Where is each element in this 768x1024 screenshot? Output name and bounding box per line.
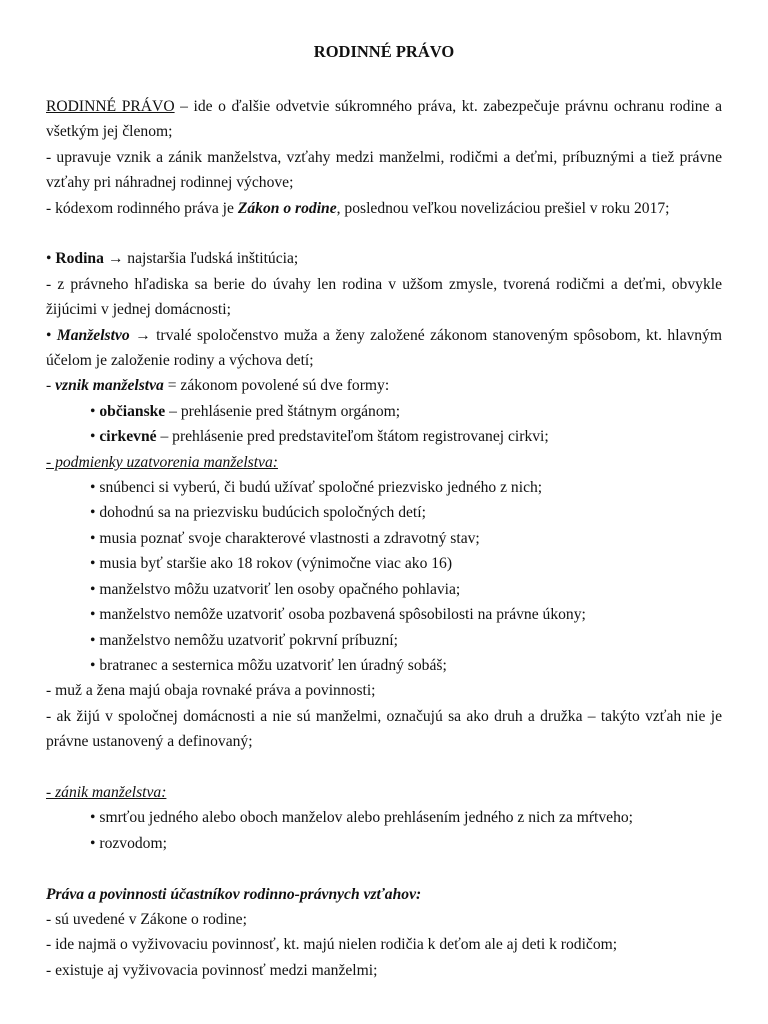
spacer [46,755,722,780]
list-item-text: dohodnú sa na priezvisku budúcich spoločných detí; [99,504,426,522]
list-item-text: musia poznať svoje charakterové vlastnosti a zdravotný stav; [99,529,480,547]
list-item [46,602,722,627]
line-kodex [46,196,722,221]
form-text: – prehlásenie pred štátnym orgánom; [165,402,401,420]
form-term: cirkevné [99,428,157,446]
list-item [46,424,722,449]
form-text: – prehlásenie pred predstaviteľom štátom registrovanej cirkvi; [156,428,549,446]
bullet: • [90,402,96,420]
bullet: • [90,809,96,827]
list-item [46,805,722,830]
list-item-text: musia byť staršie ako 18 rokov (výnimočne viac ako 16) [99,555,453,573]
bullet: • [90,580,96,598]
intro-text: – ide o ďalšie odvetvie súkromného práva, kt. zabezpečuje právnu ochranu rodine a všetkým jej členom; [46,98,723,141]
list-item [46,526,722,551]
spacer [46,221,722,246]
vznik-text: = zákonom povolené sú dve formy: [163,377,390,395]
manzelstvo-term: Manželstvo [56,326,130,344]
list-item-text: manželstvo nemôže uzatvoriť osoba pozbavená spôsobilosti na právne úkony; [99,606,586,624]
intro-term: RODINNÉ PRÁVO [46,98,175,115]
manzelstvo-text: trvalé spoločenstvo muža a ženy založené zákonom stanoveným spôsobom, kt. hlavným účelom je založenie rodiny a výchova detí; [46,326,723,370]
list-item-text: snúbenci si vyberú, či budú užívať spoločné priezvisko jedného z nich; [99,479,543,497]
page-title: RODINNÉ PRÁVO [313,42,455,61]
list-item [46,500,722,525]
vznik-line [46,373,722,398]
kodex-law: Zákon o rodine [237,199,337,217]
bullet: • [90,529,96,547]
form-term: občianske [99,402,166,420]
bullet: • [90,504,96,522]
bullet: • [46,326,57,344]
podmienky-heading: - podmienky uzatvorenia manželstva: [46,453,278,471]
bullet: • [90,834,96,852]
arrow-icon: → [135,326,151,344]
intro-paragraph [46,94,722,145]
arrow-icon: → [107,250,124,268]
kodex-pre: - kódexom rodinného práva je [46,199,238,217]
list-item [46,577,722,602]
list-item [46,475,722,500]
list-item [46,551,722,576]
list-item-text: rozvodom; [99,834,167,852]
line-muz-zena: - muž a žena majú obaja rovnaké práva a povinnosti; [46,682,376,700]
bullet: • [90,479,96,497]
list-item-text: manželstvo môžu uzatvoriť len osoby opačného pohlavia; [99,580,461,598]
list-item-text: bratranec a sesternica môžu uzatvoriť len úradný sobáš; [99,656,447,674]
rodina-line [46,246,722,271]
prava-line: - ide najmä o vyživovaciu povinnosť, kt. majú nielen rodičia k deťom ale aj deti k rodičom; [46,936,618,954]
list-item [46,628,722,653]
spacer [46,856,722,881]
bullet: • [90,631,96,649]
manzelstvo-paragraph [46,323,722,374]
list-item [46,399,722,424]
bullet: • [90,428,96,446]
prava-heading: Práva a povinnosti účastníkov rodinno-právnych vzťahov: [46,885,422,903]
list-item-text: manželstvo nemôžu uzatvoriť pokrvní príbuzní; [99,631,398,649]
line-upravuje: - upravuje vznik a zánik manželstva, vzťahy medzi manželmi, rodičmi a deťmi, príbuznými a tiež právne vzťahy pri náhradnej rodinnej výchove; [46,148,722,192]
list-item [46,653,722,678]
list-item [46,831,722,856]
zanik-heading: - zánik manželstva: [46,783,167,801]
prava-line: - existuje aj vyživovacia povinnosť medzi manželmi; [46,961,378,979]
bullet: • [90,606,96,624]
line-rodina-detail: - z právneho hľadiska sa berie do úvahy len rodina v užšom zmysle, tvorená rodičmi a deťmi, obvykle žijúcimi v jednej domácnosti; [46,275,722,319]
vznik-pre: - [46,377,56,395]
list-item-text: smrťou jedného alebo oboch manželov alebo prehlásením jedného z nich za mŕtveho; [99,809,634,827]
bullet: • [90,656,96,674]
kodex-post: , poslednou veľkou novelizáciou prešiel v roku 2017; [336,199,670,217]
prava-line: - sú uvedené v Zákone o rodine; [46,910,247,928]
line-druh: - ak žijú v spoločnej domácnosti a nie sú manželmi, označujú sa ako druh a družka – takýto vzťah nie je právne ustanovený a definovaný; [46,707,722,751]
vznik-term: vznik manželstva [55,377,164,395]
rodina-text: najstaršia ľudská inštitúcia; [123,250,299,268]
document-body [46,94,722,983]
bullet: • [46,250,56,268]
bullet: • [90,555,96,573]
rodina-term: Rodina [55,250,104,268]
